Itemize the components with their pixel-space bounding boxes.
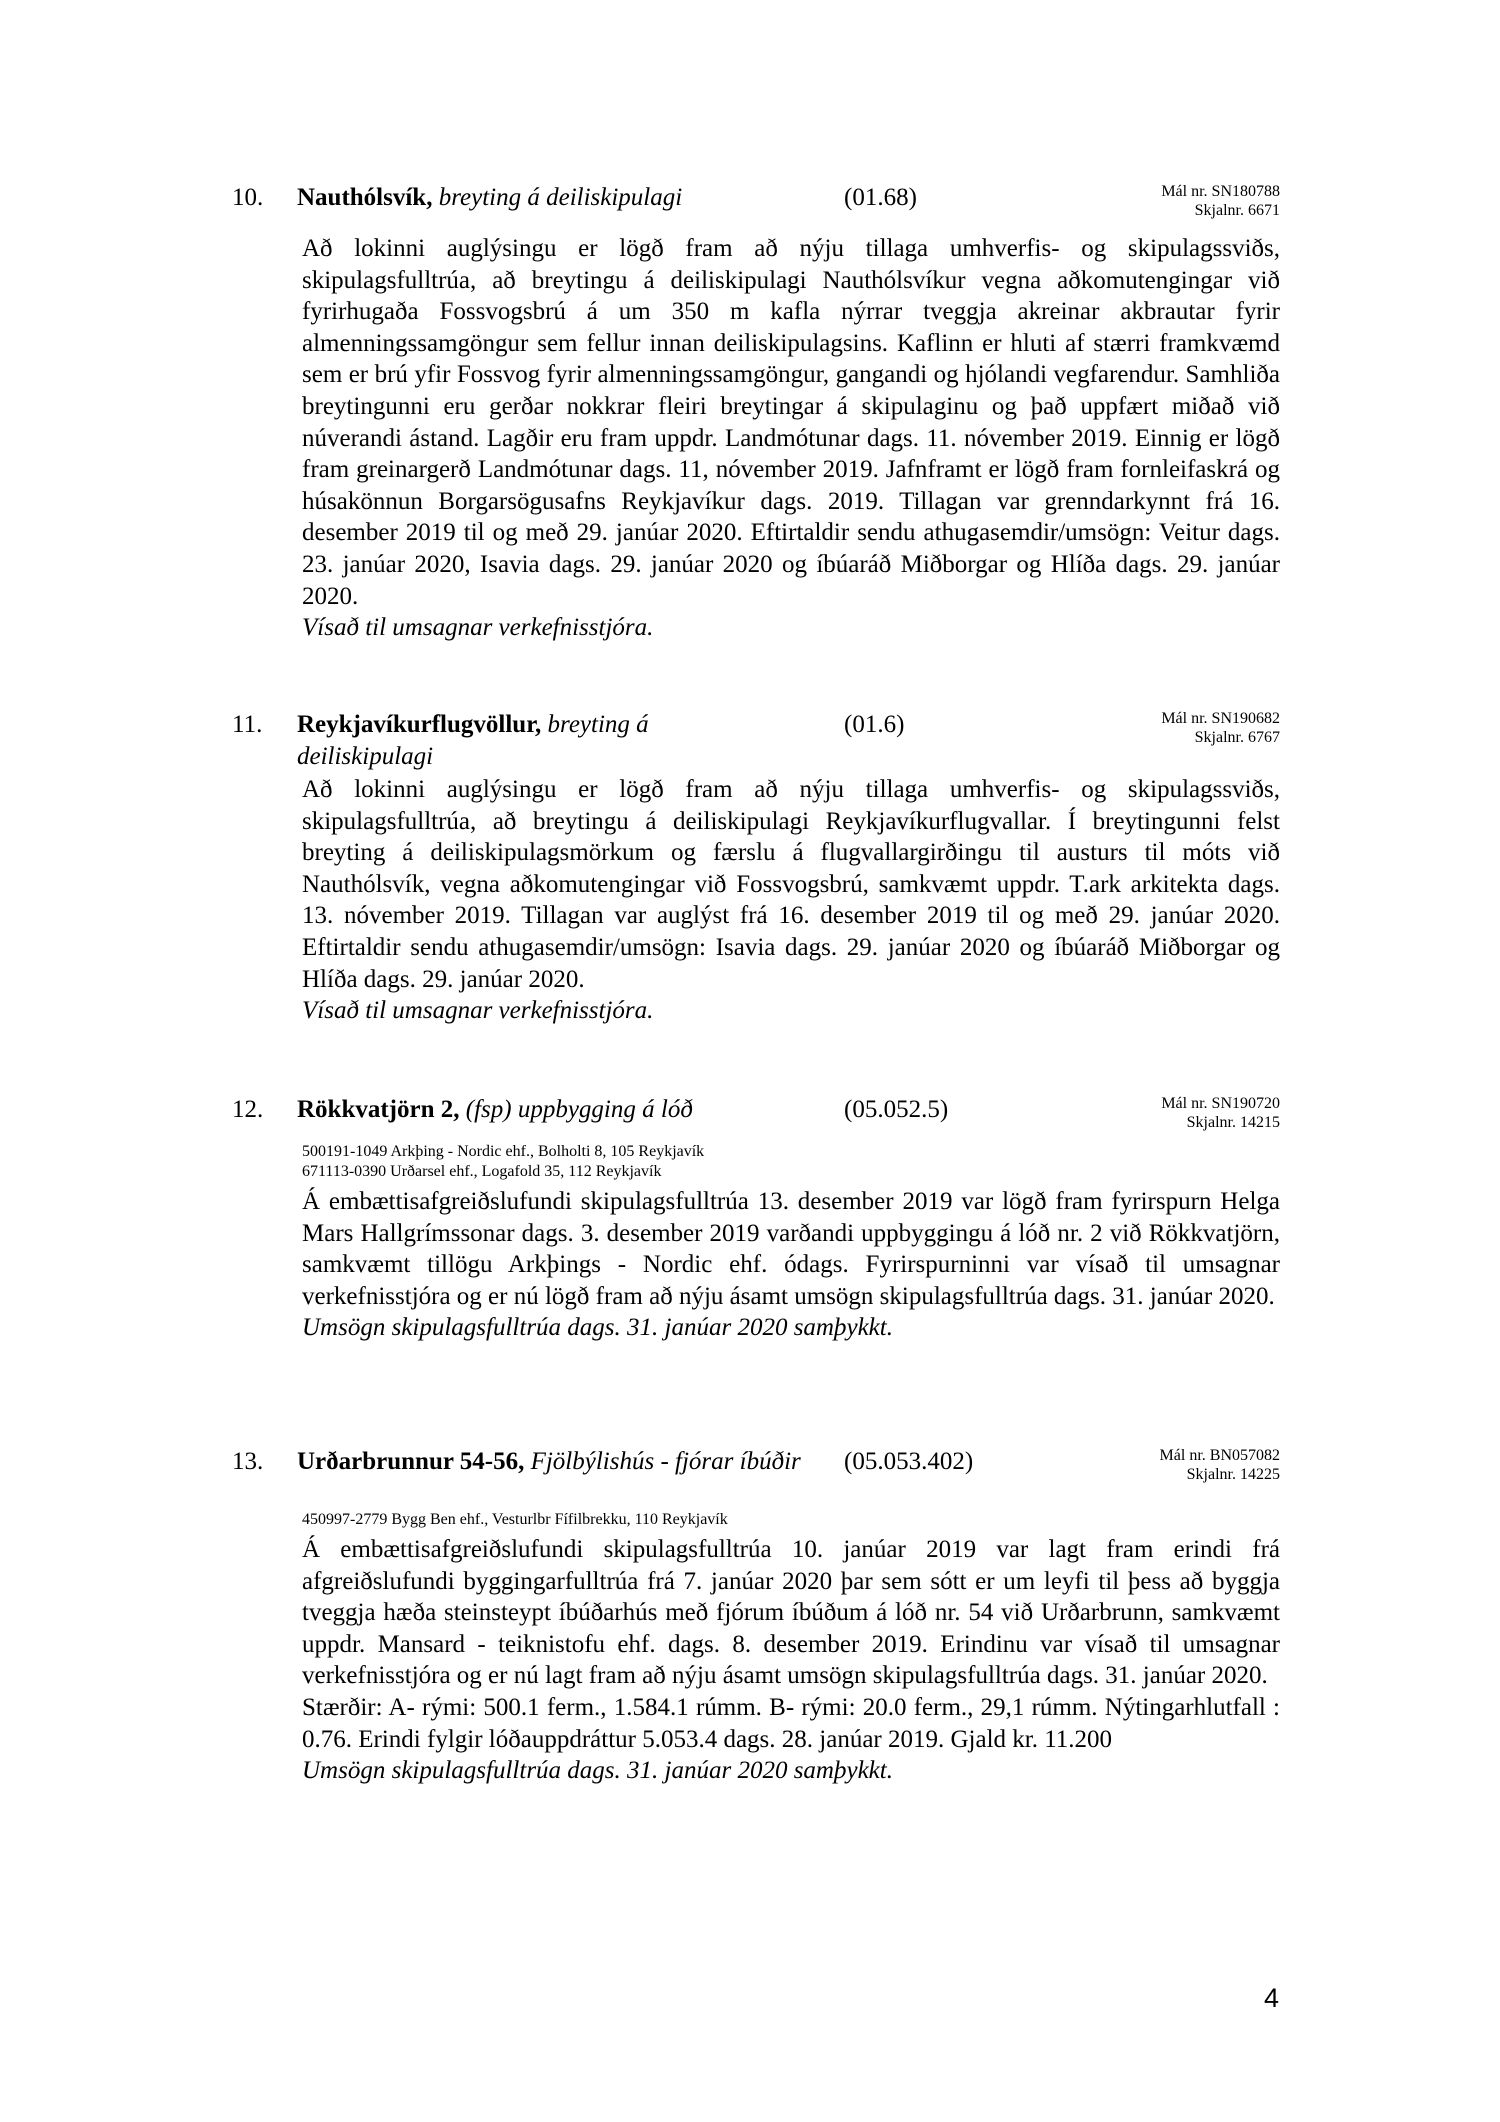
case-number: Mál nr. SN180788: [1161, 183, 1280, 200]
item-conclusion: Vísað til umsagnar verkefnisstjóra.: [302, 997, 654, 1025]
applicant-line: 450997-2779 Bygg Ben ehf., Vesturlbr Fífilbrekku, 110 Reykjavík: [302, 1511, 728, 1528]
item-paragraph: Stærðir: A- rými: 500.1 ferm., 1.584.1 rúmm. B- rými: 20.0 ferm., 29,1 rúmm. Nýtingarhlutfall : 0.76. Erindi fylgir lóðauppdráttur 5.053.4 dags. 28. janúar 2019. Gjald kr. 11.200: [302, 1693, 1280, 1753]
item-subtitle: (fsp) uppbygging á lóð: [465, 1096, 693, 1123]
item-conclusion: Vísað til umsagnar verkefnisstjóra.: [302, 614, 654, 642]
land-code: (01.68): [844, 184, 917, 211]
item-body: [302, 774, 1280, 1027]
document-number: Skjalnr. 6767: [1194, 729, 1280, 746]
item-subtitle: breyting á deiliskipulagi: [438, 184, 683, 211]
item-subtitle: Fjölbýlishús - fjórar íbúðir: [530, 1448, 801, 1475]
land-code: (05.052.5): [844, 1096, 949, 1123]
page-number: 4: [1264, 1983, 1280, 2013]
item-paragraph: Á embættisafgreiðslufundi skipulagsfulltrúa 10. janúar 2019 var lagt fram erindi frá afgreiðslufundi byggingarfulltrúa frá 7. janúar 2020 þar sem sótt er um leyfi til þess að byggja tveggja hæða steinsteypt íbúðarhús með fjórum íbúðum á lóð nr. 54 við Urðarbrunn, samkvæmt uppdr. Mansard - teiknistofu ehf. dags. 8. desember 2019. Erindinu var vísað til umsagnar verkefnisstjóra og er nú lagt fram að nýju ásamt umsögn skipulagsfulltrúa dags. 31. janúar 2020.: [302, 1536, 1280, 1690]
item-paragraph: Á embættisafgreiðslufundi skipulagsfulltrúa 13. desember 2019 var lögð fram fyrirspurn Helga Mars Hallgrímssonar dags. 3. desember 2019 varðandi uppbyggingu á lóð nr. 2 við Rökkvatjörn, samkvæmt tillögu Arkþings - Nordic ehf. ódags. Fyrirspurninni var vísað til umsagnar verkefnisstjóra og er nú lögð fram að nýju ásamt umsögn skipulagsfulltrúa dags. 31. janúar 2020.: [302, 1188, 1280, 1310]
item-subtitle: breyting á deiliskipulagi: [297, 711, 649, 770]
item-conclusion: Umsögn skipulagsfulltrúa dags. 31. janúar 2020 samþykkt.: [302, 1314, 893, 1342]
item-number: 13.: [232, 1448, 264, 1475]
applicant-list: [302, 1142, 704, 1182]
item-paragraph: Að lokinni auglýsingu er lögð fram að nýju tillaga umhverfis- og skipulagssviðs, skipulagsfulltrúa, að breytingu á deiliskipulagi Nauthólsvíkur vegna aðkomutengingar við fyrirhugaða Fossvogsbrú á um 350 m kafla nýrrar tveggja akreinar akbrautar fyrir almenningssamgöngur sem fellur innan deiliskipulagsins. Kaflinn er hluti af stærri framkvæmd sem er brú yfir Fossvog fyrir almenningssamgöngur, gangandi og hjólandi vegfarendur. Samhliða breytingunni eru gerðar nokkrar fleiri breytingar á skipulaginu og það uppfært miðað við núverandi ástand. Lagðir eru fram uppdr. Landmótunar dags. 11. nóvember 2019. Einnig er lögð fram greinargerð Landmótunar dags. 11, nóvember 2019. Jafnframt er lögð fram fornleifaskrá og húsakönnun Borgarsögusafns Reykjavíkur dags. 2019. Tillagan var grenndarkynnt frá 16. desember 2019 til og með 29. janúar 2020. Eftirtaldir sendu athugasemdir/umsögn: Veitur dags. 23. janúar 2020, Isavia dags. 29. janúar 2020 og íbúaráð Miðborgar og Hlíða dags. 29. janúar 2020.: [302, 235, 1280, 610]
case-reference: [1160, 1446, 1280, 1484]
applicant-list: [302, 1510, 728, 1530]
applicant-line: 671113-0390 Urðarsel ehf., Logafold 35, 112 Reykjavík: [302, 1163, 662, 1180]
case-number: Mál nr. SN190682: [1161, 710, 1280, 727]
document-number: Skjalnr. 14215: [1186, 1114, 1280, 1131]
item-paragraph: Að lokinni auglýsingu er lögð fram að nýju tillaga umhverfis- og skipulagssviðs, skipulagsfulltrúa, að breytingu á deiliskipulagi Reykjavíkurflugvallar. Í breytingunni felst breyting á deiliskipulagsmörkum og færslu á flugvallargirðingu til austurs til móts við Nauthólsvík, vegna aðkomutengingar við Fossvogsbrú, samkvæmt uppdr. T.ark arkitekta dags. 13. nóvember 2019. Tillagan var auglýst frá 16. desember 2019 til og með 29. janúar 2020. Eftirtaldir sendu athugasemdir/umsögn: Isavia dags. 29. janúar 2020 og íbúaráð Miðborgar og Hlíða dags. 29. janúar 2020.: [302, 776, 1280, 993]
item-body: [302, 1186, 1280, 1344]
item-name: Urðarbrunnur 54-56,: [297, 1448, 525, 1475]
item-number: 12.: [232, 1096, 264, 1123]
item-body: [302, 233, 1280, 644]
item-name: Reykjavíkurflugvöllur,: [297, 711, 542, 738]
case-number: Mál nr. SN190720: [1161, 1095, 1280, 1112]
item-name: Nauthólsvík,: [297, 184, 433, 211]
case-reference: [1161, 709, 1280, 747]
applicant-line: 500191-1049 Arkþing - Nordic ehf., Bolholti 8, 105 Reykjavík: [302, 1143, 705, 1160]
land-code: (05.053.402): [844, 1448, 974, 1475]
item-title: [297, 182, 727, 214]
item-title: [297, 1446, 817, 1478]
land-code: (01.6): [844, 711, 905, 738]
item-title: [297, 1094, 727, 1126]
item-number: 10.: [232, 184, 264, 211]
item-number: 11.: [232, 711, 263, 738]
case-number: Mál nr. BN057082: [1159, 1447, 1280, 1464]
item-conclusion: Umsögn skipulagsfulltrúa dags. 31. janúar 2020 samþykkt.: [302, 1757, 893, 1785]
item-body: [302, 1534, 1280, 1787]
case-reference: [1161, 1094, 1280, 1132]
document-number: Skjalnr. 14225: [1186, 1466, 1280, 1483]
item-title: [297, 709, 727, 773]
item-name: Rökkvatjörn 2,: [297, 1096, 460, 1123]
document-number: Skjalnr. 6671: [1194, 202, 1280, 219]
case-reference: [1161, 182, 1280, 220]
